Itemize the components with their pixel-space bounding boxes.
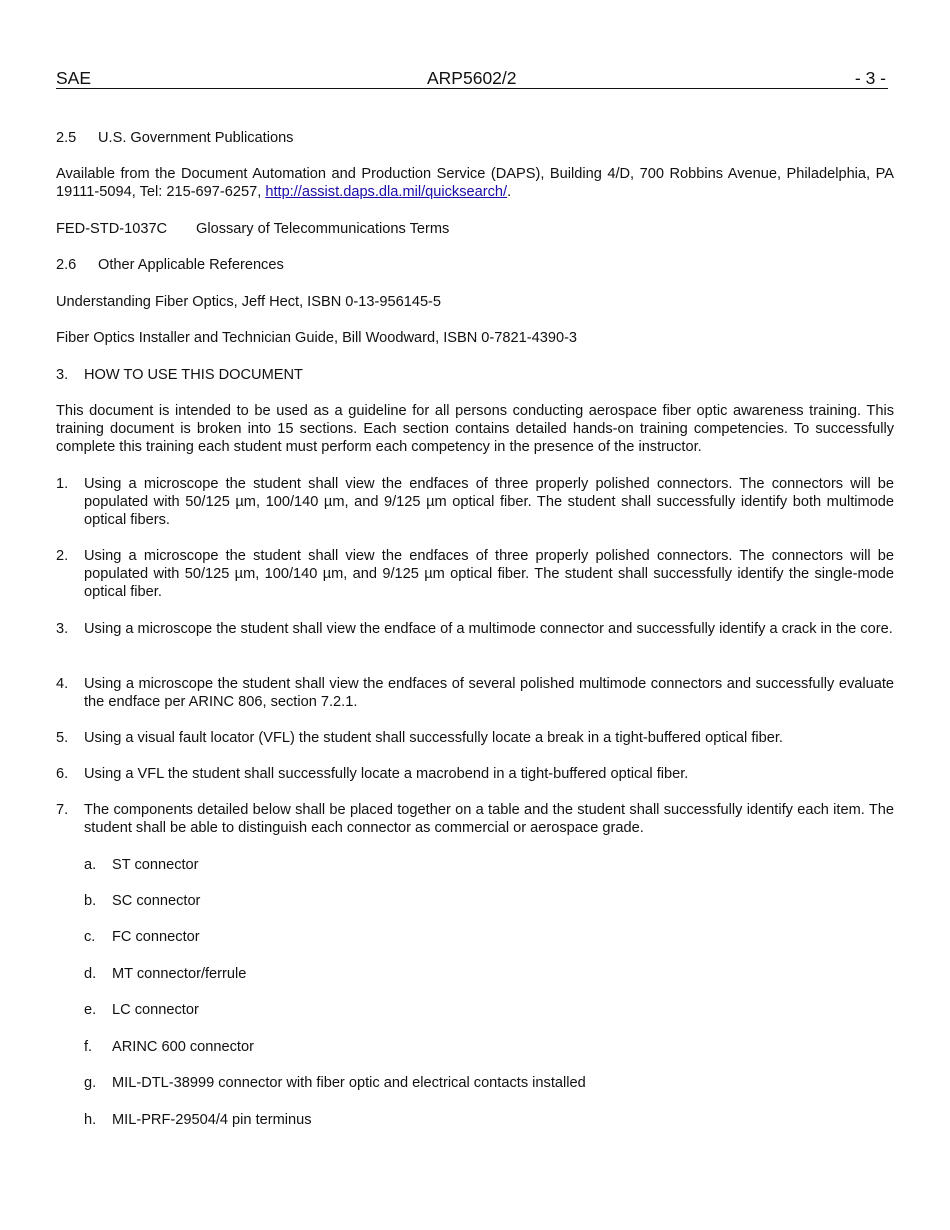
item-number: 1.	[56, 476, 69, 492]
list-item	[56, 729, 894, 747]
list-item	[56, 620, 894, 638]
sub-list-item	[84, 965, 864, 983]
item-letter: d.	[84, 966, 97, 982]
section-3-heading	[56, 366, 894, 384]
standard-id: FED-STD-1037C	[56, 221, 168, 237]
section-title: U.S. Government Publications	[98, 130, 294, 146]
list-item	[56, 547, 894, 602]
item-number: 7.	[56, 802, 69, 818]
section-2-6-heading	[56, 256, 894, 274]
item-text: Using a microscope the student shall view the endface of a multimode connector and successfully identify a crack in the core.	[84, 621, 893, 637]
standard-title: Glossary of Telecommunications Terms	[196, 221, 450, 237]
sub-list-item	[84, 856, 864, 874]
sub-list-item	[84, 1111, 864, 1129]
item-letter: e.	[84, 1002, 97, 1018]
availability-text: Available from the Document Automation and Production Service (DAPS), Building 4/D, 700 Robbins Avenue, Philadelphia, PA 19111-5094, Tel: 215-697-6257,	[56, 166, 894, 201]
list-item	[56, 475, 894, 530]
item-letter: c.	[84, 929, 96, 945]
item-letter: h.	[84, 1112, 97, 1128]
list-item	[56, 675, 894, 711]
section-number: 2.6	[56, 257, 77, 273]
item-number: 5.	[56, 730, 69, 746]
item-text: ST connector	[112, 857, 199, 873]
sub-list-item	[84, 1074, 864, 1092]
item-number: 3.	[56, 621, 69, 637]
reference-2: Fiber Optics Installer and Technician Guide, Bill Woodward, ISBN 0-7821-4390-3	[56, 330, 578, 346]
item-text: Using a microscope the student shall view the endfaces of three properly polished connectors. The connectors will be populated with 50/125 µm, 100/140 µm, and 9/125 µm optical fiber. The student shall successfully identify the single-mode optical fiber.	[84, 548, 894, 601]
sub-list-item	[84, 892, 864, 910]
header-org: SAE	[56, 68, 92, 88]
item-letter: f.	[84, 1039, 93, 1055]
item-number: 2.	[56, 548, 69, 564]
section-2-5-heading	[56, 129, 894, 147]
list-item	[56, 801, 894, 837]
list-item	[56, 765, 894, 783]
section-3-intro: This document is intended to be used as a guideline for all persons conducting aerospace fiber optic awareness training. This training document is broken into 15 sections. Each section contains detailed hands-on training competencies. To successfully complete this training each student must perform each competency in the presence of the instructor.	[56, 403, 894, 456]
item-letter: b.	[84, 893, 97, 909]
item-text: MT connector/ferrule	[112, 966, 247, 982]
item-number: 4.	[56, 676, 69, 692]
reference-1: Understanding Fiber Optics, Jeff Hect, ISBN 0-13-956145-5	[56, 294, 442, 310]
item-text: Using a VFL the student shall successfully locate a macrobend in a tight-buffered optical fiber.	[84, 766, 689, 782]
item-text: Using a microscope the student shall view the endfaces of three properly polished connectors. The connectors will be populated with 50/125 µm, 100/140 µm, and 9/125 µm optical fiber. The student shall successfully identify both multimode optical fibers.	[84, 476, 894, 529]
section-title: Other Applicable References	[98, 257, 284, 273]
section-title: HOW TO USE THIS DOCUMENT	[84, 367, 303, 383]
sub-list-item	[84, 1001, 864, 1019]
item-text: Using a visual fault locator (VFL) the student shall successfully locate a break in a tight-buffered optical fiber.	[84, 730, 783, 746]
item-number: 6.	[56, 766, 69, 782]
item-text: FC connector	[112, 929, 200, 945]
sub-list-item	[84, 928, 864, 946]
item-text: LC connector	[112, 1002, 199, 1018]
item-text: The components detailed below shall be placed together on a table and the student shall successfully identify each item. The student shall be able to distinguish each connector as commercial or aerospace grade.	[84, 802, 894, 837]
item-letter: g.	[84, 1075, 97, 1091]
availability-period: .	[507, 184, 512, 201]
section-number: 3.	[56, 367, 69, 383]
item-text: MIL-PRF-29504/4 pin terminus	[112, 1112, 312, 1128]
header-doc-id: ARP5602/2	[427, 68, 517, 88]
item-text: SC connector	[112, 893, 201, 909]
availability-paragraph	[56, 165, 894, 201]
page-header	[56, 68, 888, 89]
item-text: Using a microscope the student shall view the endfaces of several polished multimode connectors and successfully evaluate the endface per ARINC 806, section 7.2.1.	[84, 676, 894, 711]
item-letter: a.	[84, 857, 97, 873]
section-number: 2.5	[56, 130, 77, 146]
header-page-number: - 3 -	[854, 68, 886, 88]
sub-list-item	[84, 1038, 864, 1056]
quicksearch-link[interactable]: http://assist.daps.dla.mil/quicksearch/	[265, 184, 508, 201]
standard-reference	[56, 220, 894, 238]
item-text: ARINC 600 connector	[112, 1039, 254, 1055]
item-text: MIL-DTL-38999 connector with fiber optic and electrical contacts installed	[112, 1075, 586, 1091]
